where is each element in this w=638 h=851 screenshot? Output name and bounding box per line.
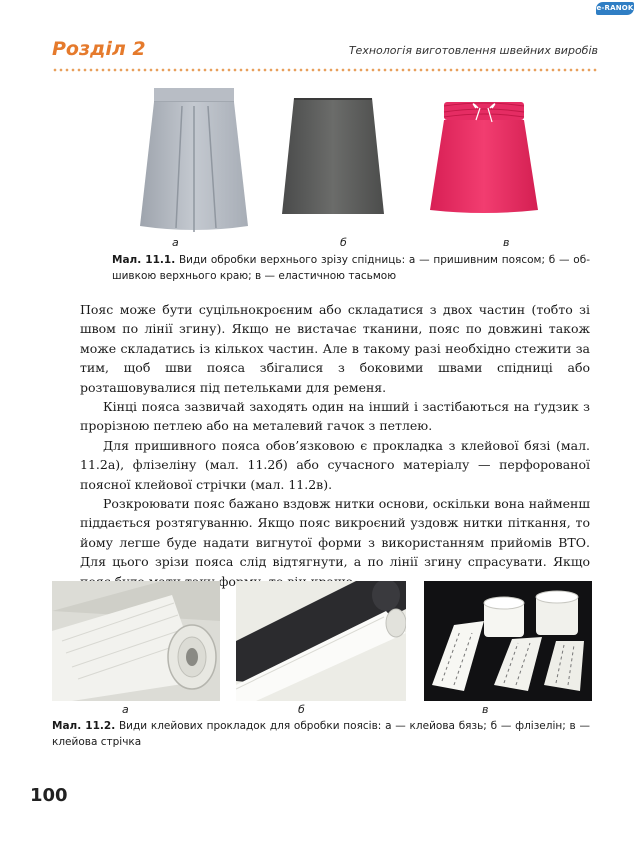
figure1-caption: [112, 252, 590, 284]
figure1-letter-c: в: [503, 236, 510, 249]
dotted-divider: [52, 68, 598, 72]
running-header-title: Технологія виготовлення швейних виробів: [348, 44, 598, 57]
skirt-image-b: [280, 96, 386, 218]
figure1-letter-a: а: [172, 236, 179, 249]
figure1-caption-text: Види обробки верхнього зрізу спідниць: а — пришивним поясом; б — обшивкою верхнього краю; в — еластичною тасьмою: [112, 254, 590, 282]
skirt-image-a: [138, 86, 250, 234]
figure2-letter-c: в: [482, 703, 489, 716]
body-paragraph: Для пришивного пояса обов’язковою є прокладка з клейової бязі (мал. 11.2а), флізеліну (мал. 11.2б) або сучасного матеріалу — перфорованої поясної клейової стрічки (мал. 11.2в).: [80, 437, 590, 492]
figure2-letter-a: а: [122, 703, 129, 716]
figure2-caption-label: Мал. 11.2.: [52, 720, 116, 732]
figure2-caption-text: Види клейових прокладок для обробки поясів: а — клейова бязь; б — флізелін; в — клейова стрічка: [52, 720, 590, 748]
figure2-letter-b: б: [298, 703, 305, 716]
interfacing-image-b: [236, 581, 406, 701]
interfacing-image-c: [424, 581, 592, 701]
interfacing-image-a: [52, 581, 220, 701]
figure2-caption: [52, 718, 590, 750]
skirt-image-c: [428, 98, 540, 216]
body-paragraph: Розкроювати пояс бажано вздовж нитки основи, оскільки вона найменш піддається розтягуванню. Якщо пояс викроєний уздовж нитки піткання, то йому легше буде надати вигнутої форми з використанням прийомів ВТО. Для цього зрізи пояса слід відтягнути, а по лінії згину спрасувати. Якщо: [80, 496, 590, 570]
page-number: 100: [30, 785, 68, 806]
publisher-logo: e-RANOK: [596, 2, 634, 15]
figure1-letter-b: б: [340, 236, 347, 249]
figure1-caption-label: Мал. 11.1.: [112, 254, 176, 266]
body-text: [80, 300, 590, 591]
section-label: Розділ 2: [52, 38, 146, 60]
body-paragraph: Пояс може бути суцільнокроєним або складатися з двох частин (тобто зі швом по лінії згину). Якщо не вистачає тканини, пояс по довжині також може складатись із кількох частин. Але в такому разі необхідно стежити за тим, щоб шви пояса збігалися з боковими швами спідниці або розташовувалися під петельками для ременя.: [80, 302, 590, 395]
body-paragraph: Кінці пояса зазвичай заходять один на інший і застібаються на ґудзик з прорізною петлею або на металевий гачок з петлею.: [80, 399, 590, 434]
